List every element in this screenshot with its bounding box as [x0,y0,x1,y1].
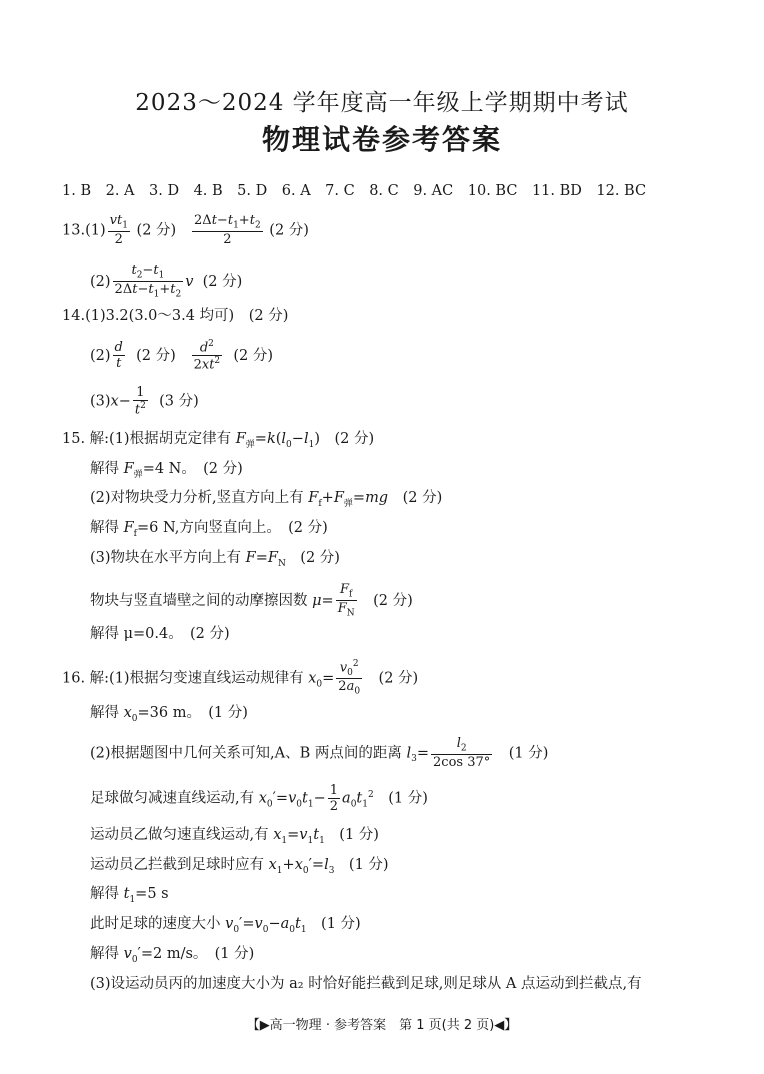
q15-score-3: (2 分) [388,490,443,506]
q16-text-7b: =5 s [135,886,169,902]
q16-score-5: (1 分) [324,827,379,843]
q15-text-2a: 解得 [90,461,124,477]
q16-text-6: 运动员乙拦截到足球时应有 [90,857,269,873]
q16-text-2a: 解得 [90,705,124,721]
q15-text-2b: =4 N。 (2 分) [142,461,243,477]
q15-line3: (2)对物块受力分析,竖直方向上有 $F_f+F_弹=mg$ (2 分) [90,490,443,509]
q15-text-3: (2)对物块受力分析,竖直方向上有 [90,490,309,506]
q16-text-8: 此时足球的速度大小 [90,916,226,932]
q16-score-6: (1 分) [334,857,389,873]
q13-line1 [62,214,309,247]
q16-text-4: 足球做匀减速直线运动,有 [90,790,259,807]
q16-text-9a: 解得 [90,946,124,962]
q14-formula-2: $\frac{d^2}{2xt^2}$ [193,339,221,373]
q16-line1: 16. 解:(1)根据匀变速直线运动规律有 $x_0=$ $\frac{v_0^2}{2a_0}$ (2 分) [62,659,419,697]
q16-text-3: (2)根据题图中几何关系可知,A、B 两点间的距离 [90,745,407,762]
q15-line6: 物块与竖直墙壁之间的动摩擦因数 μ= $\frac{F_f}{F_N}$ (2 分) [90,582,413,619]
q14-line1 [62,309,288,325]
q14-part1: (1)3.2(3.0～3.4 均可) (2 分) [85,308,289,324]
q14-part2-label: (2) [90,347,111,364]
q13-part1-label: (1) [85,222,106,239]
q16-line4: 足球做匀减速直线运动,有 $x_0'=v_0t_1-$ $\frac{1}{2}$ $a_0t_1^2$ (1 分) [90,783,428,814]
page-footer: 【▶高一物理 · 参考答案 第 1 页(共 2 页)◀】 [246,1018,518,1033]
q13-formula-1: $\frac{vt_1}{2}$ [109,213,128,248]
q13-score-3: (2 分) [202,274,243,291]
q15-score-5: (2 分) [285,550,340,566]
q15-line5: (3)物块在水平方向上有 $F=F_N$ (2 分) [90,550,340,569]
q13-formula-2: $\frac{2\Delta t-t_1+t_2}{2}$ [194,213,261,248]
q16-line10: (3)设运动员丙的加速度大小为 a₂ 时恰好能拦截到足球,则足球从 A 点运动到拦截点,有 [90,976,642,992]
q15-line4: 解得 $F_f=6$ N,方向竖直向上。 (2 分) [90,520,328,539]
q16-line7: 解得 $t_1=5$ s [90,886,169,905]
q13-line2: (2) $\frac{t_2-t_1}{2\Delta t-t_1+t_2}$ v (2 分) [90,263,243,300]
q14-score-2: (2 分) [233,347,274,364]
q15-text-5: (3)物块在水平方向上有 [90,550,246,566]
q16-text-5: 运动员乙做匀速直线运动,有 [90,827,274,843]
q14-label: 14. [62,308,86,324]
q16-text-9b: =2 m/s。 (1 分) [140,946,255,962]
q13-label: 13. [62,222,86,239]
q16-line3: (2)根据题图中几何关系可知,A、B 两点间的距离 $l_3=$ $\frac{l_2}{2\cos 37^\circ}$ (1 分) [90,736,549,771]
q13-score-2: (2 分) [269,222,309,239]
q13-formula-3: $\frac{t_2-t_1}{2\Delta t-t_1+t_2}$ [114,263,182,300]
q16-text-2b: =36 m。 (1 分) [137,705,248,721]
q13-score-1: (2 分) [136,222,177,239]
q16-text-1: 16. 解:(1)根据匀变速直线运动规律有 [62,670,309,687]
q15-line2: 解得 $F_弹=4$ N。 (2 分) [90,461,243,480]
q15-score-1: (2 分) [319,431,375,447]
q15-text-6: 物块与竖直墙壁之间的动摩擦因数 [90,593,313,610]
q14-formula-1: $\frac{d}{t}$ [114,340,123,371]
q16-line8: 此时足球的速度大小 $v_0'=v_0-a_0t_1$ (1 分) [90,916,361,935]
q13-part2-label: (2) [90,274,111,291]
q15-text-4b: =6 N,方向竖直向上。 (2 分) [137,520,328,536]
q16-score-4: (1 分) [373,790,428,807]
q16-formula-3: $\frac{1}{2}$ [329,783,339,814]
q16-score-8: (1 分) [306,916,361,932]
q16-formula-1: $\frac{v_0^2}{2a_0}$ [338,659,361,697]
q14-line2 [90,340,273,372]
q14-score-3: (3 分) [159,393,199,410]
q16-text-7a: 解得 [90,886,124,902]
q15-line1: 15. 解:(1)根据胡克定律有 $F_弹=k(l_0-l_1)$ (2 分) [62,431,375,450]
q15-line7: 解得 μ=0.4。 (2 分) [90,626,230,642]
q14-formula-3: $\frac{1}{t^2}$ [134,385,146,417]
q16-line9: 解得 $v_0'=2$ m/s。 (1 分) [90,946,255,965]
page-header-title: 2023～2024 学年度高一年级上学期期中考试 [135,90,629,116]
q16-score-1: (2 分) [364,670,419,687]
q15-text-4a: 解得 [90,520,124,536]
q14-part3-label: (3) [90,393,111,410]
q16-score-3: (1 分) [494,745,549,762]
q15-text-1: 15. 解:(1)根据胡克定律有 [62,431,236,447]
q16-line6: 运动员乙拦截到足球时应有 $x_1+x_0'=l_3$ (1 分) [90,857,389,876]
q16-line5: 运动员乙做匀速直线运动,有 $x_1=v_1t_1$ (1 分) [90,827,379,846]
q14-line3: (3)x− $\frac{1}{t^2}$ (3 分) [90,385,199,417]
choice-answers: 1. B 2. A 3. D 4. B 5. D 6. A 7. C 8. C 9. AC 10. BC 11. BD 12. BC [62,183,647,199]
q14-score-1: (2 分) [136,347,176,364]
q16-formula-2: $\frac{l_2}{2\cos 37^\circ}$ [433,736,491,771]
q15-score-6: (2 分) [358,593,413,610]
q16-line2: 解得 $x_0=36$ m。 (1 分) [90,705,248,724]
page-subtitle: 物理试卷参考答案 [261,123,502,156]
q15-formula-mu: $\frac{F_f}{F_N}$ [337,582,355,619]
